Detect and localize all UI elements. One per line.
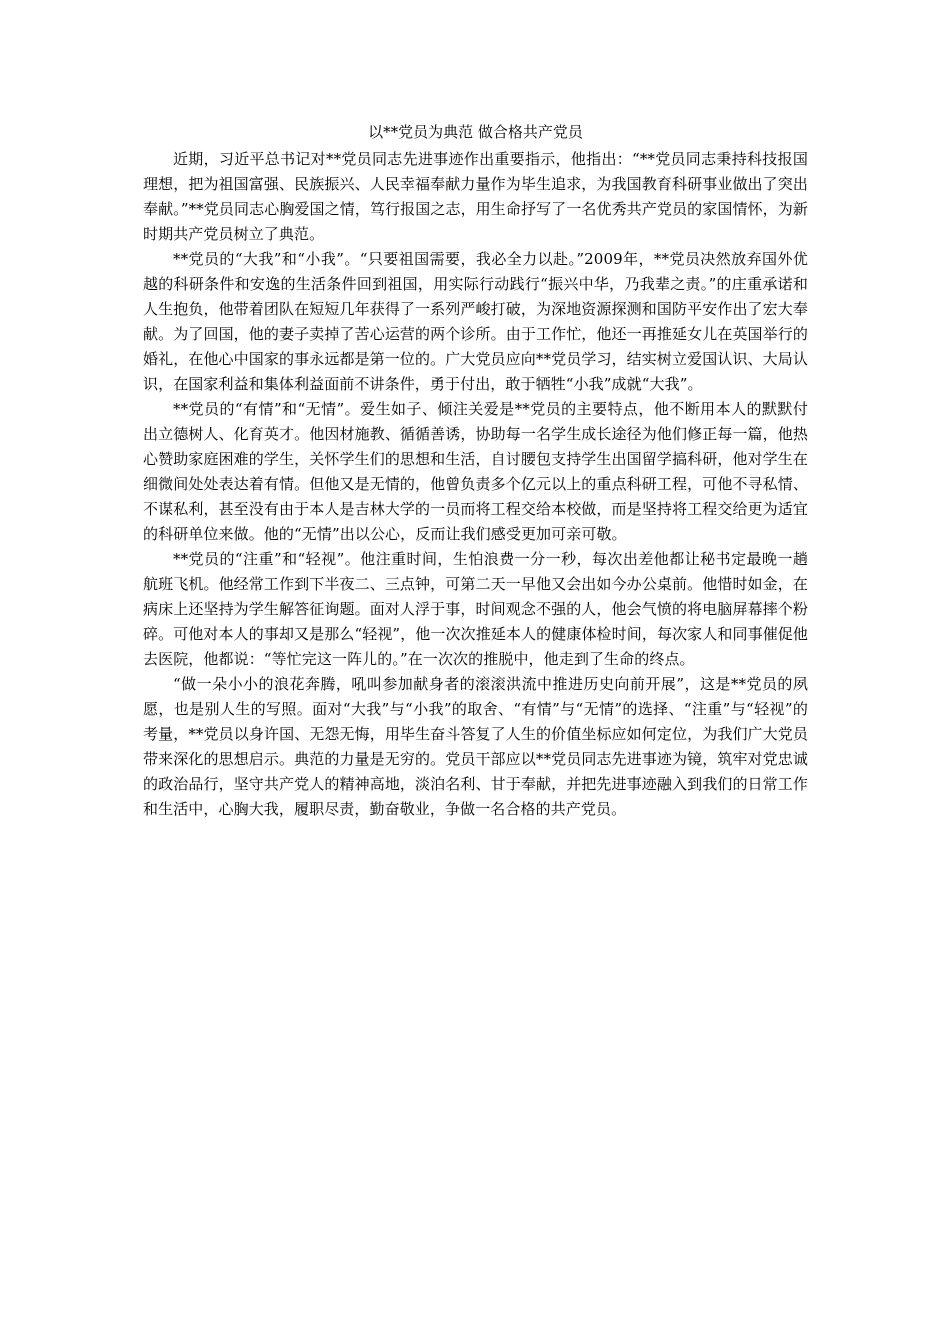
document-title: 以**党员为典范 做合格共产党员 [368,123,583,141]
paragraph-conclusion: “做一朵小小的浪花奔腾，吼叫参加献身者的滚滚洪流中推进历史向前开展”，这是**党员的夙愿，也是别人生的写照。面对“大我”与“小我”的取舍、“有情”与“无情”的选择、“注重”与“轻视”的考量，**党员以身许国、无怨无悔，用毕生奋斗答复了人生的价值坐标应如何定位，为我们广大党员带来深化的思想启示。典范的力量是无穷的。党员干部应以**党员同志先进事迹为镜，筑牢对党忠诚的政治品行，坚守共产党人的精神高地，淡泊名利、甘于奉献，并把先进事迹融入到我们的日常工作和生活中，心胸大我，履职尽责，勤奋敬业，争做一名合格的共产党员。 [143,675,809,818]
paragraph-valuing-neglecting: **党员的“注重”和“轻视”。他注重时间，生怕浪费一分一秒，每次出差他都让秘书定最晚一趟航班飞机。他经常工作到下半夜二、三点钟，可第二天一早他又会出如今办公桌前。他惜时如金，在病床上还坚持为学生解答征询题。面对人浮于事，时间观念不强的人，他会气愤的将电脑屏幕摔个粉碎。可他对本人的事却又是那么“轻视”，他一次次推延本人的健康体检时间，每次家人和同事催促他去医院，他都说：“等忙完这一阵儿的。”在一次次的推脱中，他走到了生命的终点。 [143,550,808,668]
paragraph-intro: 近期，习近平总书记对**党员同志先进事迹作出重要指示，他指出：“**党员同志秉持科技报国理想，把为祖国富强、民族振兴、人民幸福奉献力量作为毕生追求，为我国教育科研事业做出了突出奉献。”**党员同志心胸爱国之情，笃行报国之志，用生命抒写了一名优秀共产党员的家国情怀，为新时期共产党员树立了典范。 [143,150,808,243]
paragraph-big-self-small-self: **党员的“大我”和“小我”。“只要祖国需要，我必全力以赴。”2009年，**党员决然放弃国外优越的科研条件和安逸的生活条件回到祖国，用实际行动践行“振兴中华，乃我辈之责。”的庄重承诺和人生抱负，他带着团队在短短几年获得了一系列严峻打破，为深地资源探测和国防平安作出了宏大奉献。为了回国，他的妻子卖掉了苦心运营的两个诊所。由于工作忙，他还一再推延女儿在英国举行的婚礼，在他心中国家的事永远都是第一位的。广大党员应向**党员学习，结实树立爱国认识、大局认识，在国家利益和集体利益面前不讲条件，勇于付出，敢于牺牲“小我”成就“大我”。 [143,250,808,393]
document-page [143,120,808,822]
paragraph-affection-impartiality: **党员的“有情”和“无情”。爱生如子、倾注关爱是**党员的主要特点，他不断用本人的默默付出立德树人、化育英才。他因材施教、循循善诱，协助每一名学生成长途径为他们修正每一篇，他热心赞助家庭困难的学生，关怀学生们的思想和生活，自讨腰包支持学生出国留学搞科研，他对学生在细微间处处表达着有情。但他又是无情的，他曾负责多个亿元以上的重点科研工程，可他不寻私情、不谋私利，甚至没有由于本人是吉林大学的一员而将工程交给本校做，而是坚持将工程交给更为适宜的科研单位来做。他的“无情”出以公心，反而让我们感受更加可亲可敬。 [143,400,808,543]
